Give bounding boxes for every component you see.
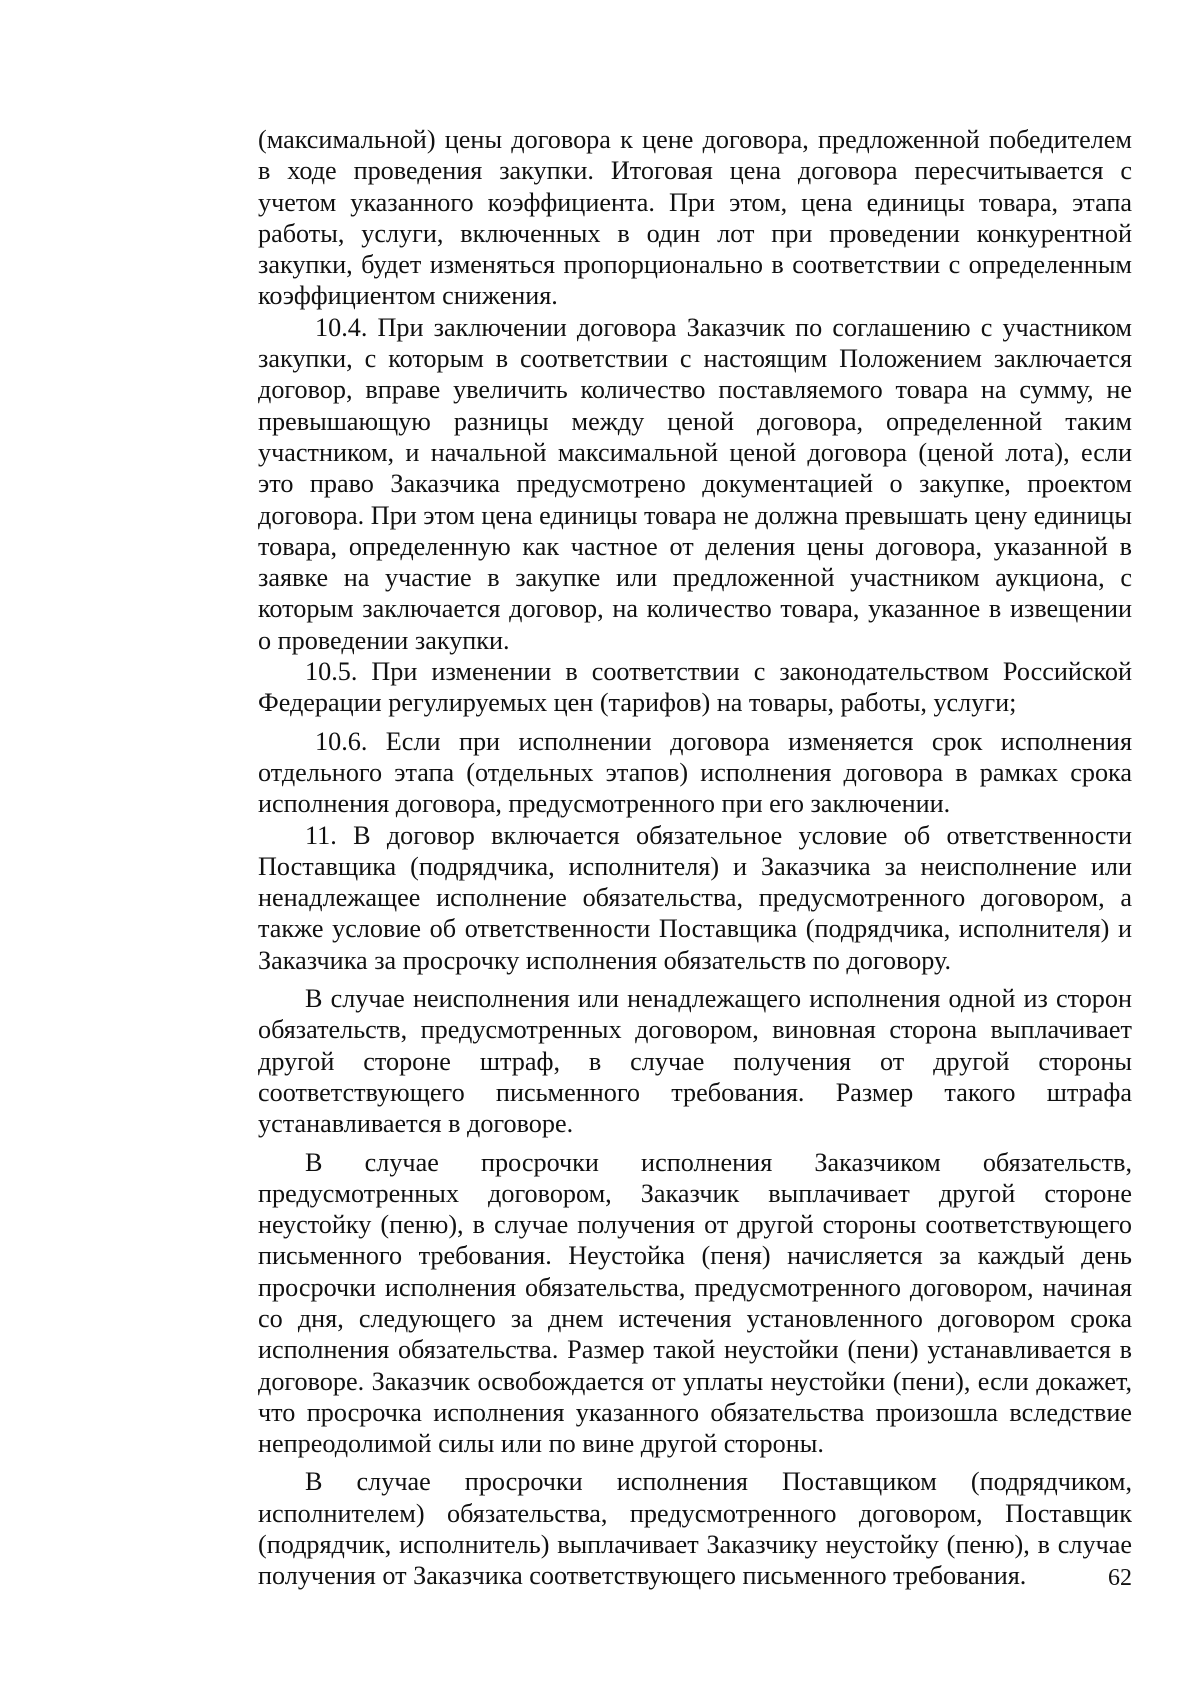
paragraph-penalty-fine: В случае неисполнения или ненадлежащего исполнения одной из сторон обязательств, предусмотренных договором, виновная сторона выплачивает другой стороне штраф, в случае получения от другой стороны соответствующего письменного требования. Размер такого штрафа устанавливается в договоре. xyxy=(258,984,1132,1139)
page-number: 62 xyxy=(1108,1565,1132,1591)
paragraph-11: 11. В договор включается обязательное условие об ответственности Поставщика (подрядчика, исполнителя) и Заказчика за неисполнение или ненадлежащее исполнение обязательства, предусмотренного договором, а также условие об ответственности Поставщика (подрядчика, исполнителя) и Заказчика за просрочку исполнения обязательств по договору. xyxy=(258,820,1132,975)
document-body xyxy=(258,124,1132,1592)
paragraph-customer-delay: В случае просрочки исполнения Заказчиком обязательств, предусмотренных договором, Заказчик выплачивает другой стороне неустойку (пеню), в случае получения от другой стороны соответствующего письменного требования. Неустойка (пеня) начисляется за каждый день просрочки исполнения обязательства, предусмотренного договором, начиная со дня, следующего за днем истечения установленного договором срока исполнения обязательства. Размер такой неустойки (пени) устанавливается в договоре. Заказчик освобождается от уплаты неустойки (пени), если докажет, что просрочка исполнения указанного обязательства произошла вследствие непреодолимой силы или по вине другой стороны. xyxy=(258,1147,1132,1459)
paragraph-10-5: 10.5. При изменении в соответствии с законодательством Российской Федерации регулируемых цен (тарифов) на товары, работы, услуги; xyxy=(258,657,1132,718)
paragraph-continuation: (максимальной) цены договора к цене договора, предложенной победителем в ходе проведения закупки. Итоговая цена договора пересчитывается с учетом указанного коэффициента. При этом, цена единицы товара, этапа работы, услуги, включенных в один лот при проведении конкурентной закупки, будет изменяться пропорционально в соответствии с определенным коэффициентом снижения. xyxy=(258,125,1132,311)
paragraph-10-6: 10.6. Если при исполнении договора изменяется срок исполнения отдельного этапа (отдельных этапов) исполнения договора в рамках срока исполнения договора, предусмотренного при его заключении. xyxy=(258,726,1132,819)
paragraph-supplier-delay: В случае просрочки исполнения Поставщиком (подрядчиком, исполнителем) обязательства, предусмотренного договором, Поставщик (подрядчик, исполнитель) выплачивает Заказчику неустойку (пеню), в случае получения от Заказчика соответствующего письменного требования. xyxy=(258,1467,1132,1591)
paragraph-10-4: 10.4. При заключении договора Заказчик по соглашению с участником закупки, с которым в соответствии с настоящим Положением заключается договор, вправе увеличить количество поставляемого товара на сумму, не превышающую разницы между ценой договора, определенной таким участником, и начальной максимальной ценой договора (ценой лота), если это право Заказчика предусмотрено документацией о закупке, проектом договора. При этом цена единицы товара не должна превышать цену единицы товара, определенную как частное от деления цены договора, указанной в заявке на участие в закупке или предложенной участником аукциона, с которым заключается договор, на количество товара, указанное в извещении о проведении закупки. xyxy=(258,312,1132,655)
